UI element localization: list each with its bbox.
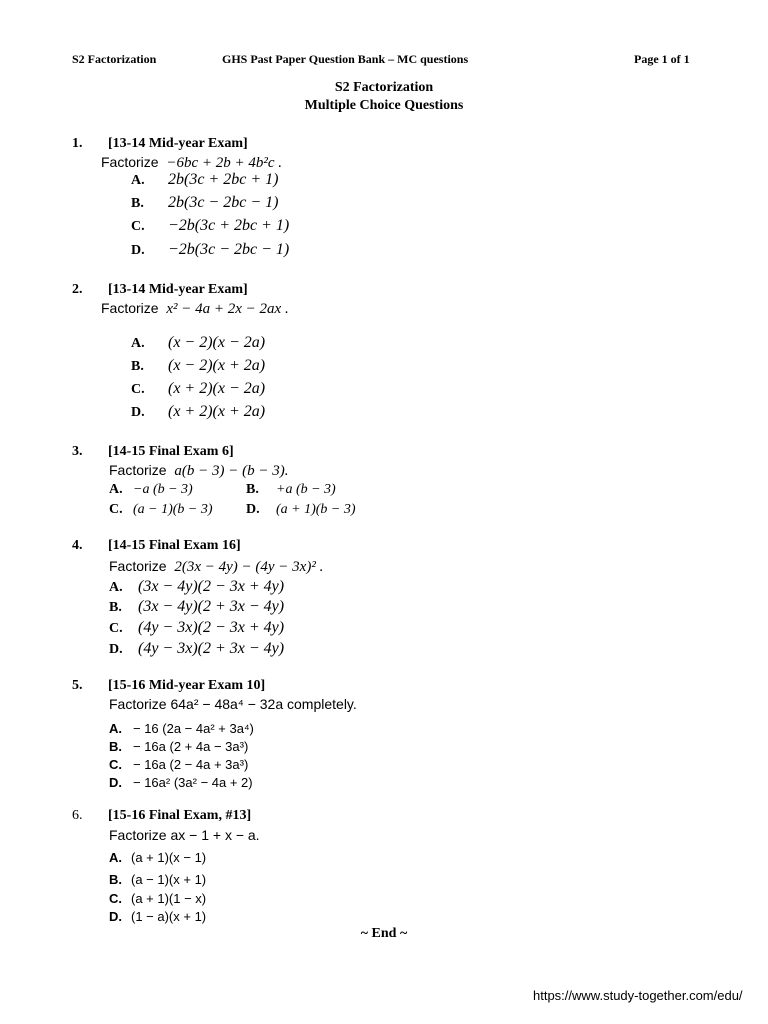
option-a: (x − 2)(x − 2a) — [168, 334, 266, 351]
question-source: [14-15 Final Exam 16] — [108, 538, 241, 553]
option-c: (4y − 3x)(2 − 3x + 4y) — [138, 619, 285, 636]
question-expression: x² − 4a + 2x − 2ax . — [166, 301, 289, 317]
option-c: − 16a (2 − 4a + 3a³) — [133, 757, 249, 772]
option-label: B. — [109, 872, 122, 887]
option-label: B. — [131, 196, 144, 211]
option-label: A. — [131, 336, 145, 351]
option-label: A. — [109, 850, 122, 865]
page-subtitle: Multiple Choice Questions — [304, 98, 464, 113]
option-label: D. — [109, 909, 122, 924]
question-source: [15-16 Final Exam, #13] — [108, 808, 252, 823]
option-label: D. — [109, 642, 123, 657]
option-d: (1 − a)(x + 1) — [131, 909, 207, 924]
question-source: [14-15 Final Exam 6] — [108, 444, 234, 459]
option-b: (a − 1)(x + 1) — [131, 872, 207, 887]
question-number: 3. — [72, 444, 83, 459]
footer-url[interactable]: https://www.study-together.com/edu/ — [533, 988, 743, 1003]
question-number: 6. — [72, 808, 83, 823]
option-label: D. — [131, 405, 145, 420]
question-expression: 2(3x − 4y) − (4y − 3x)² . — [174, 559, 324, 575]
question-prompt: Factorize 2(3x − 4y) − (4y − 3x)² . — [109, 558, 324, 575]
option-label: A. — [131, 173, 145, 188]
question-number: 2. — [72, 282, 83, 297]
option-d: −2b(3c − 2bc − 1) — [168, 241, 290, 258]
option-label: B. — [109, 600, 122, 615]
question-source: [15-16 Mid-year Exam 10] — [108, 678, 266, 693]
question-number: 1. — [72, 136, 83, 151]
option-label: A. — [109, 482, 123, 497]
question-prompt: Factorize −6bc + 2b + 4b²c . — [101, 154, 283, 171]
option-label: A. — [109, 721, 122, 736]
end-marker: ~ End ~ — [360, 926, 408, 941]
header-right: Page 1 of 1 — [634, 52, 690, 66]
option-label: C. — [109, 757, 122, 772]
question-expression: a(b − 3) − (b − 3). — [174, 463, 289, 479]
option-c: (x + 2)(x − 2a) — [168, 380, 266, 397]
option-c: (a − 1)(b − 3) — [133, 502, 213, 517]
question-source: [13-14 Mid-year Exam] — [108, 136, 248, 151]
question-prompt: Factorize a(b − 3) − (b − 3). — [109, 462, 289, 479]
option-d: (4y − 3x)(2 + 3x − 4y) — [138, 640, 285, 657]
question-prompt: Factorize ax − 1 + x − a. — [109, 827, 260, 843]
option-label: C. — [131, 219, 145, 234]
question-expression: −6bc + 2b + 4b²c . — [166, 155, 283, 171]
option-b: (3x − 4y)(2 + 3x − 4y) — [138, 598, 285, 615]
option-c: −2b(3c + 2bc + 1) — [168, 217, 290, 234]
question-prompt: Factorize 64a² − 48a⁴ − 32a completely. — [109, 696, 357, 712]
question-prompt: Factorize x² − 4a + 2x − 2ax . — [101, 300, 289, 317]
option-a: −a (b − 3) — [133, 482, 193, 497]
option-label: D. — [109, 775, 122, 790]
option-label: B. — [246, 482, 259, 497]
option-label: C. — [131, 382, 145, 397]
option-d: − 16a² (3a² − 4a + 2) — [133, 775, 253, 790]
option-label: C. — [109, 891, 122, 906]
question-number: 5. — [72, 678, 83, 693]
question-source: [13-14 Mid-year Exam] — [108, 282, 248, 297]
option-d: (x + 2)(x + 2a) — [168, 403, 266, 420]
option-b: +a (b − 3) — [276, 482, 336, 497]
option-label: D. — [131, 243, 145, 258]
page-title: S2 Factorization — [334, 80, 434, 95]
option-label: B. — [109, 739, 122, 754]
option-label: D. — [246, 502, 260, 517]
header-center: GHS Past Paper Question Bank – MC questions — [222, 52, 469, 66]
option-a: (3x − 4y)(2 − 3x + 4y) — [138, 578, 285, 595]
option-label: C. — [109, 502, 123, 517]
option-b: (x − 2)(x + 2a) — [168, 357, 266, 374]
header-left: S2 Factorization — [72, 52, 157, 66]
option-label: C. — [109, 621, 123, 636]
option-label: B. — [131, 359, 144, 374]
option-b: 2b(3c − 2bc − 1) — [168, 194, 279, 211]
option-a: (a + 1)(x − 1) — [131, 850, 207, 865]
option-c: (a + 1)(1 − x) — [131, 891, 207, 906]
option-b: − 16a (2 + 4a − 3a³) — [133, 739, 249, 754]
option-label: A. — [109, 580, 123, 595]
option-a: − 16 (2a − 4a² + 3a⁴) — [133, 721, 254, 736]
question-number: 4. — [72, 538, 83, 553]
option-d: (a + 1)(b − 3) — [276, 502, 356, 517]
option-a: 2b(3c + 2bc + 1) — [168, 171, 279, 188]
